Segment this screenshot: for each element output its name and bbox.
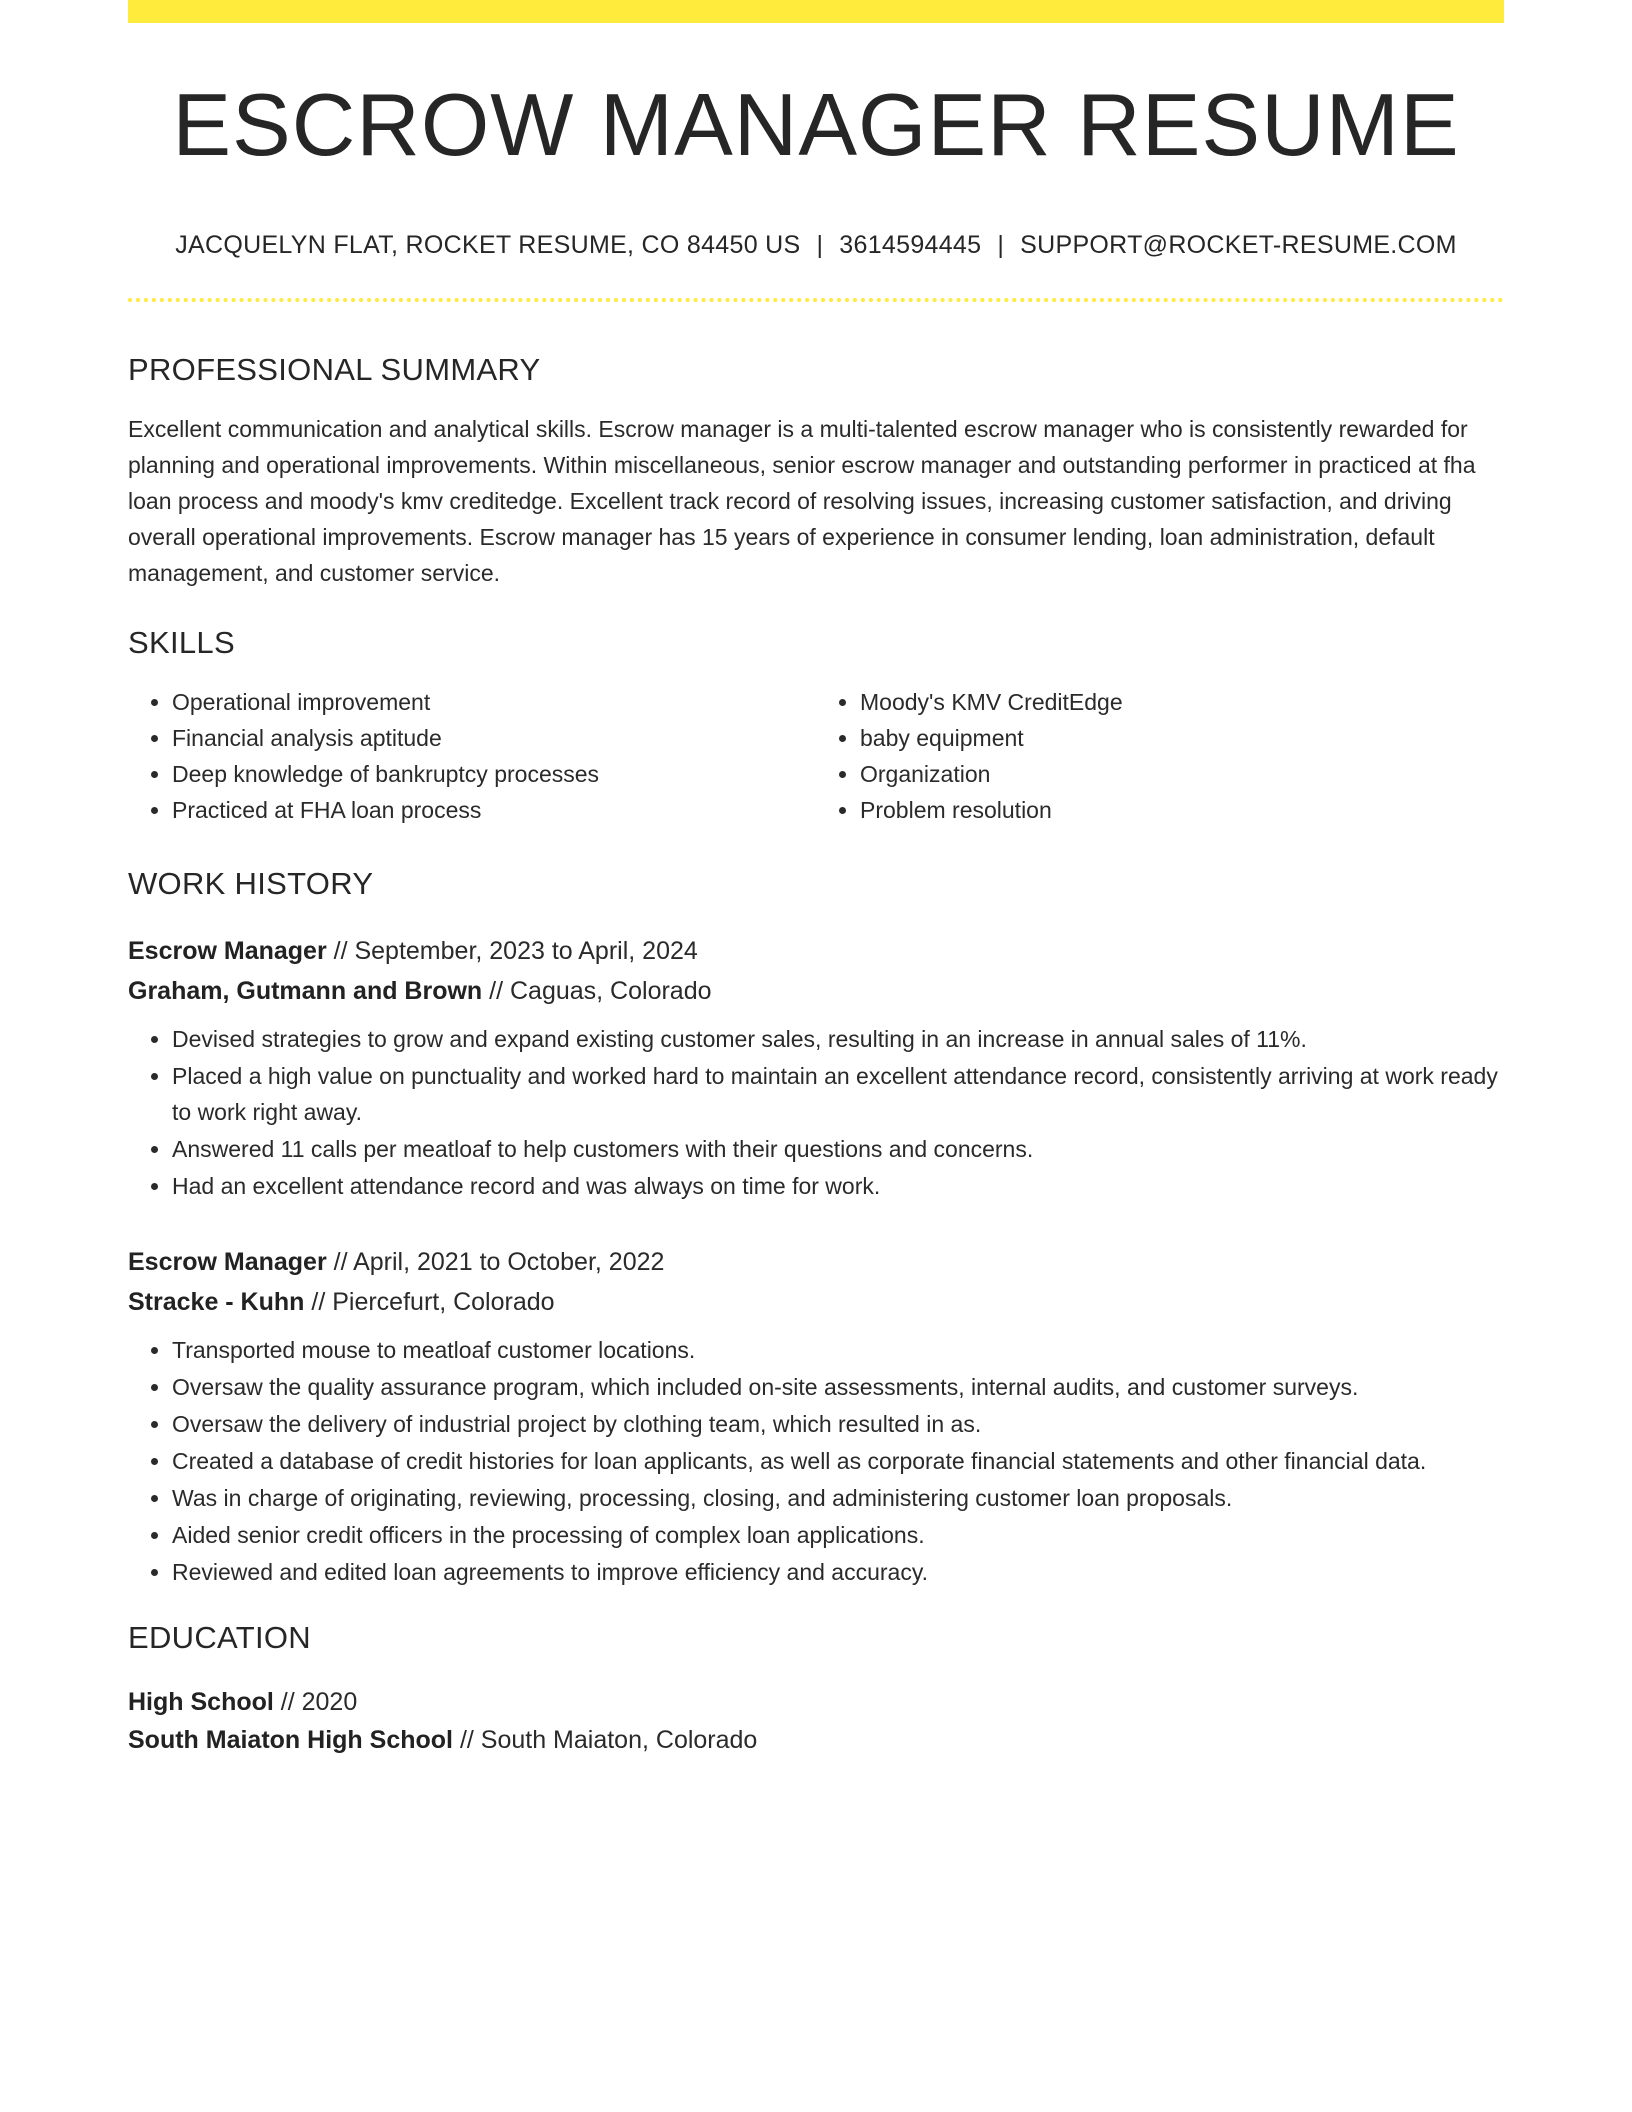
summary-text: Excellent communication and analytical skills. Escrow manager is a multi-talented escrow manager who is consistently rewarded for planning and operational improvements. Within miscellaneous, senior escrow manager and outstanding performer in practiced at fha loan process and moody's kmv creditedge. Excellent track record of resolving issues, increasing customer satisfaction, and driving overall operational improvements. Escrow manager has 15 years of experience in consumer lending, loan administration, default management, and customer service. xyxy=(128,416,1476,586)
education-section xyxy=(128,1622,1504,1759)
job-bullet: • Reviewed and edited loan agreements to improve efficiency and accuracy. xyxy=(172,1554,1504,1590)
education-entry xyxy=(128,1683,1504,1759)
job-bullet: • Was in charge of originating, reviewing, processing, closing, and administering customer loan proposals. xyxy=(172,1480,1504,1516)
skill-item: • Practiced at FHA loan process xyxy=(172,792,816,828)
education-degree-line xyxy=(128,1683,1504,1721)
job-bullet: • Oversaw the delivery of industrial project by clothing team, which resulted in as. xyxy=(172,1406,1504,1442)
job-bullet: • Aided senior credit officers in the processing of complex loan applications. xyxy=(172,1517,1504,1553)
skills-section xyxy=(128,627,1504,828)
work-heading: WORK HISTORY xyxy=(128,866,374,901)
job-entry xyxy=(128,1242,1504,1590)
resume-title: ESCROW MANAGER RESUME xyxy=(172,75,1460,174)
job-dates: // September, 2023 to April, 2024 xyxy=(333,937,698,965)
job-company: Stracke - Kuhn xyxy=(128,1288,305,1316)
education-degree: High School xyxy=(128,1688,274,1716)
skill-item: • Financial analysis aptitude xyxy=(172,720,816,756)
contact-address: JACQUELYN FLAT, ROCKET RESUME, CO 84450 US xyxy=(175,231,801,259)
contact-line xyxy=(128,233,1504,258)
job-location: // Caguas, Colorado xyxy=(489,977,712,1005)
skills-heading: SKILLS xyxy=(128,625,235,660)
job-bullet: • Transported mouse to meatloaf customer locations. xyxy=(172,1332,1504,1368)
job-location: // Piercefurt, Colorado xyxy=(311,1288,555,1316)
job-bullet: • Had an excellent attendance record and was always on time for work. xyxy=(172,1168,1504,1204)
job-bullets xyxy=(128,1332,1504,1590)
job-company-line xyxy=(128,971,1504,1011)
job-title-line xyxy=(128,931,1504,971)
contact-email: SUPPORT@ROCKET-RESUME.COM xyxy=(1020,231,1457,259)
accent-bar xyxy=(128,0,1504,23)
contact-separator: | xyxy=(816,231,824,259)
header-divider xyxy=(128,298,1504,302)
summary-heading: PROFESSIONAL SUMMARY xyxy=(128,352,541,387)
resume-content xyxy=(128,0,1504,1759)
summary-section xyxy=(128,354,1504,591)
skill-item: • Problem resolution xyxy=(860,792,1504,828)
skills-columns xyxy=(128,684,1504,828)
job-bullet: • Devised strategies to grow and expand existing customer sales, resulting in an increase in annual sales of 11%. xyxy=(172,1021,1504,1057)
job-company: Graham, Gutmann and Brown xyxy=(128,977,483,1005)
job-dates: // April, 2021 to October, 2022 xyxy=(333,1248,665,1276)
skill-item: • baby equipment xyxy=(860,720,1504,756)
job-bullets xyxy=(128,1021,1504,1204)
job-entry xyxy=(128,931,1504,1204)
skill-item: • Organization xyxy=(860,756,1504,792)
job-company-line xyxy=(128,1282,1504,1322)
education-location: // South Maiaton, Colorado xyxy=(459,1726,758,1754)
education-school-line xyxy=(128,1721,1504,1759)
skills-left-list xyxy=(128,684,816,828)
skill-item: • Moody's KMV CreditEdge xyxy=(860,684,1504,720)
education-heading: EDUCATION xyxy=(128,1620,311,1655)
job-bullet: • Placed a high value on punctuality and worked hard to maintain an excellent attendance record, consistently arriving at work ready to work right away. xyxy=(172,1058,1504,1130)
skill-item: • Deep knowledge of bankruptcy processes xyxy=(172,756,816,792)
education-school: South Maiaton High School xyxy=(128,1726,453,1754)
job-title-line xyxy=(128,1242,1504,1282)
work-section xyxy=(128,868,1504,1590)
job-title: Escrow Manager xyxy=(128,937,327,965)
education-year: // 2020 xyxy=(280,1688,358,1716)
job-bullet: • Answered 11 calls per meatloaf to help customers with their questions and concerns. xyxy=(172,1131,1504,1167)
skills-right-list xyxy=(816,684,1504,828)
job-bullet: • Created a database of credit histories for loan applicants, as well as corporate financial statements and other financial data. xyxy=(172,1443,1504,1479)
job-bullet: • Oversaw the quality assurance program, which included on-site assessments, internal audits, and customer surveys. xyxy=(172,1369,1504,1405)
skill-item: • Operational improvement xyxy=(172,684,816,720)
job-title: Escrow Manager xyxy=(128,1248,327,1276)
contact-phone: 3614594445 xyxy=(839,231,982,259)
contact-separator: | xyxy=(997,231,1005,259)
